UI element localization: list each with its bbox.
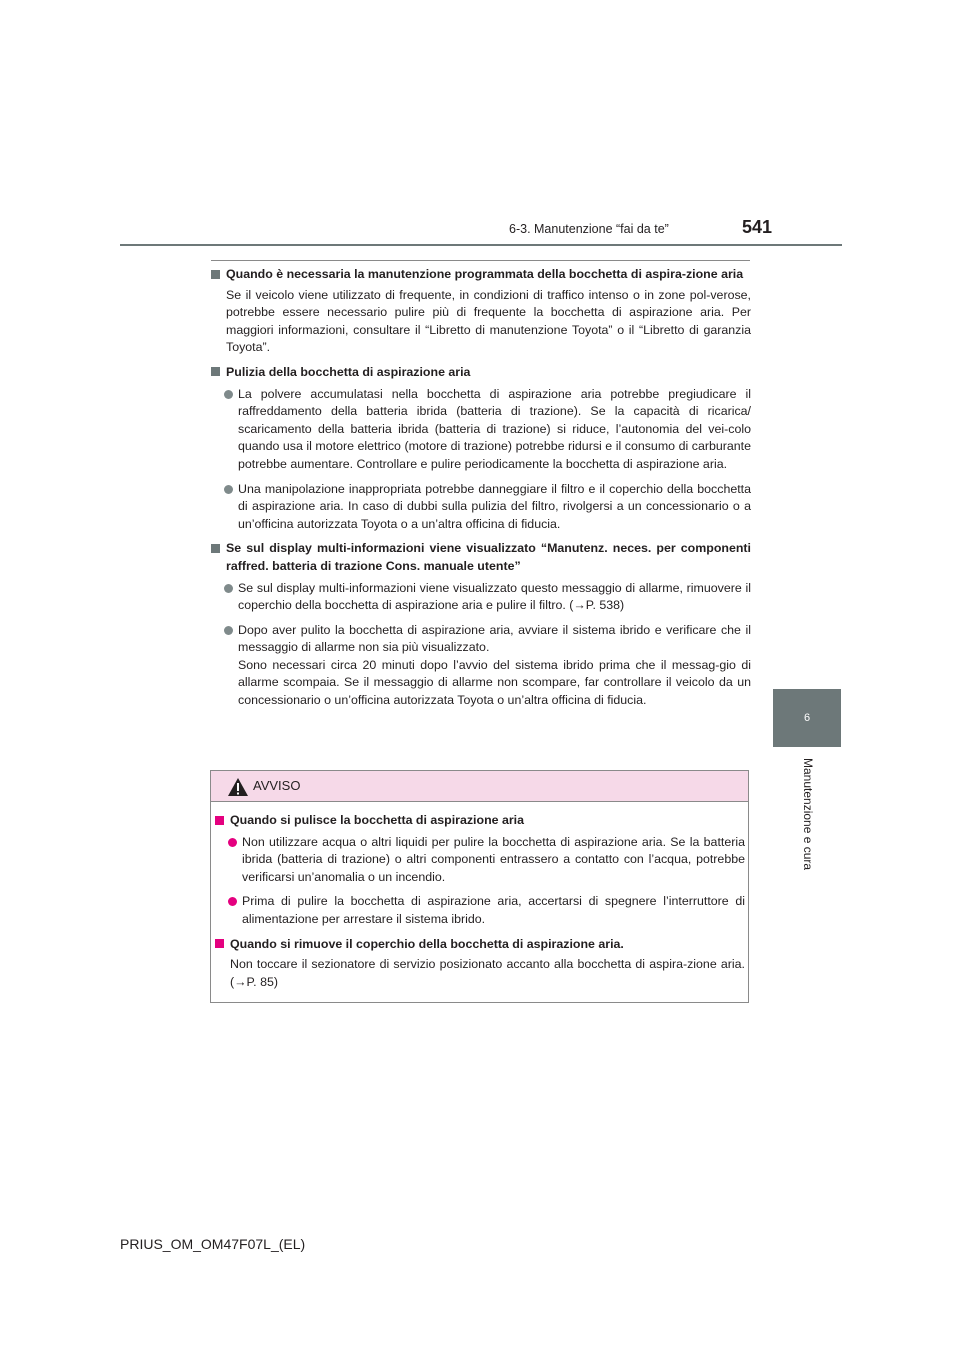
warning-heading: Quando si rimuove il coperchio della bocchetta di aspirazione aria. (215, 936, 745, 954)
chapter-label: Manutenzione e cura (801, 758, 815, 871)
warning-header (211, 771, 748, 802)
round-bullet-icon (224, 626, 233, 635)
chapter-number: 6 (803, 712, 811, 724)
content-divider (211, 260, 750, 261)
bullet-item: Una manipolazione inappropriata potrebbe danneggiare il filtro e il coperchio della bocchetta di aspirazione aria. In caso di dubbi sulla pulizia del filtro, rivolgersi a un concessionario o a un’officina autorizzata Toyota o a un’altra officina di fiducia. (211, 481, 751, 534)
round-bullet-icon (228, 838, 237, 847)
warning-bullet: Prima di pulire la bocchetta di aspirazione aria, accertarsi di spegnere l’interruttore di alimentazione per arrestare il sistema ibrido. (215, 893, 745, 928)
round-bullet-icon (224, 485, 233, 494)
square-bullet-icon (215, 816, 224, 825)
section-heading: Quando è necessaria la manutenzione programmata della bocchetta di aspira-zione aria (211, 266, 751, 284)
square-bullet-icon (211, 544, 220, 553)
warning-body (215, 812, 745, 991)
warning-bullet: Non utilizzare acqua o altri liquidi per pulire la bocchetta di aspirazione aria. Se la batteria ibrida (batteria di trazione) o altri componenti entrassero a contatto con l’acqua, potrebbe verificarsi un’anomalia o un incendio. (215, 834, 745, 887)
square-bullet-icon (211, 270, 220, 279)
square-bullet-icon (211, 367, 220, 376)
square-bullet-icon (215, 939, 224, 948)
warning-box (210, 770, 749, 1003)
chapter-tab (773, 689, 841, 747)
bullet-item: Se sul display multi-informazioni viene visualizzato questo messaggio di allarme, rimuovere il coperchio della bocchetta di aspirazione aria e pulire il filtro. (→P. 538) (211, 580, 751, 615)
round-bullet-icon (224, 584, 233, 593)
warning-text: Non toccare il sezionatore di servizio posizionato accanto alla bocchetta di aspira-zione aria. (→P. 85) (230, 957, 745, 989)
page-number: 541 (742, 217, 773, 237)
round-bullet-icon (228, 897, 237, 906)
section-heading: Se sul display multi-informazioni viene visualizzato “Manutenz. neces. per componenti raffred. batteria di trazione Cons. manuale utente” (211, 540, 751, 575)
warning-heading: Quando si pulisce la bocchetta di aspirazione aria (215, 812, 745, 830)
document-code: PRIUS_OM_OM47F07L_(EL) (120, 1236, 306, 1252)
section-body: Se il veicolo viene utilizzato di frequente, in condizioni di traffico intenso o in zone pol-verose, potrebbe essere necessario pulire più di frequente la bocchetta di aspirazione aria. Per maggiori informazioni, consultare il “Libretto di manutenzione Toyota” o il “Libretto di garanzia Toyota”. (226, 287, 751, 355)
warning-triangle-icon (227, 777, 249, 797)
bullet-item: La polvere accumulatasi nella bocchetta di aspirazione aria potrebbe pregiudicare il raffreddamento della batteria ibrida (batteria di trazione). Se la capacità di ricarica/ scaricamento della batteria ibrida (batteria di trazione) si riduce, l’autonomia del vei-colo quando usa il motore elettrico (motore di trazione) potrebbe ridursi e il consumo di carburante potrebbe aumentare. Controllare e pulire periodicamente la bocchetta di aspirazione aria. (211, 386, 751, 474)
header-divider (120, 244, 842, 246)
round-bullet-icon (224, 390, 233, 399)
warning-title: AVVISO (253, 778, 301, 793)
section-title: 6-3. Manutenzione “fai da te” (509, 222, 669, 236)
main-content (211, 266, 751, 710)
bullet-item: Dopo aver pulito la bocchetta di aspirazione aria, avviare il sistema ibrido e verificare che il messaggio di allarme non sia più visualizzato. Sono necessari circa 20 minuti dopo l’avvio del sistema ibrido prima che il messag-gio di allarme scompaia. Se il messaggio di allarme non scompare, far controllare il veicolo da un concessionario o un’officina autorizzata Toyota o un’altra officina di fiducia. (211, 622, 751, 710)
section-heading: Pulizia della bocchetta di aspirazione aria (211, 364, 751, 382)
